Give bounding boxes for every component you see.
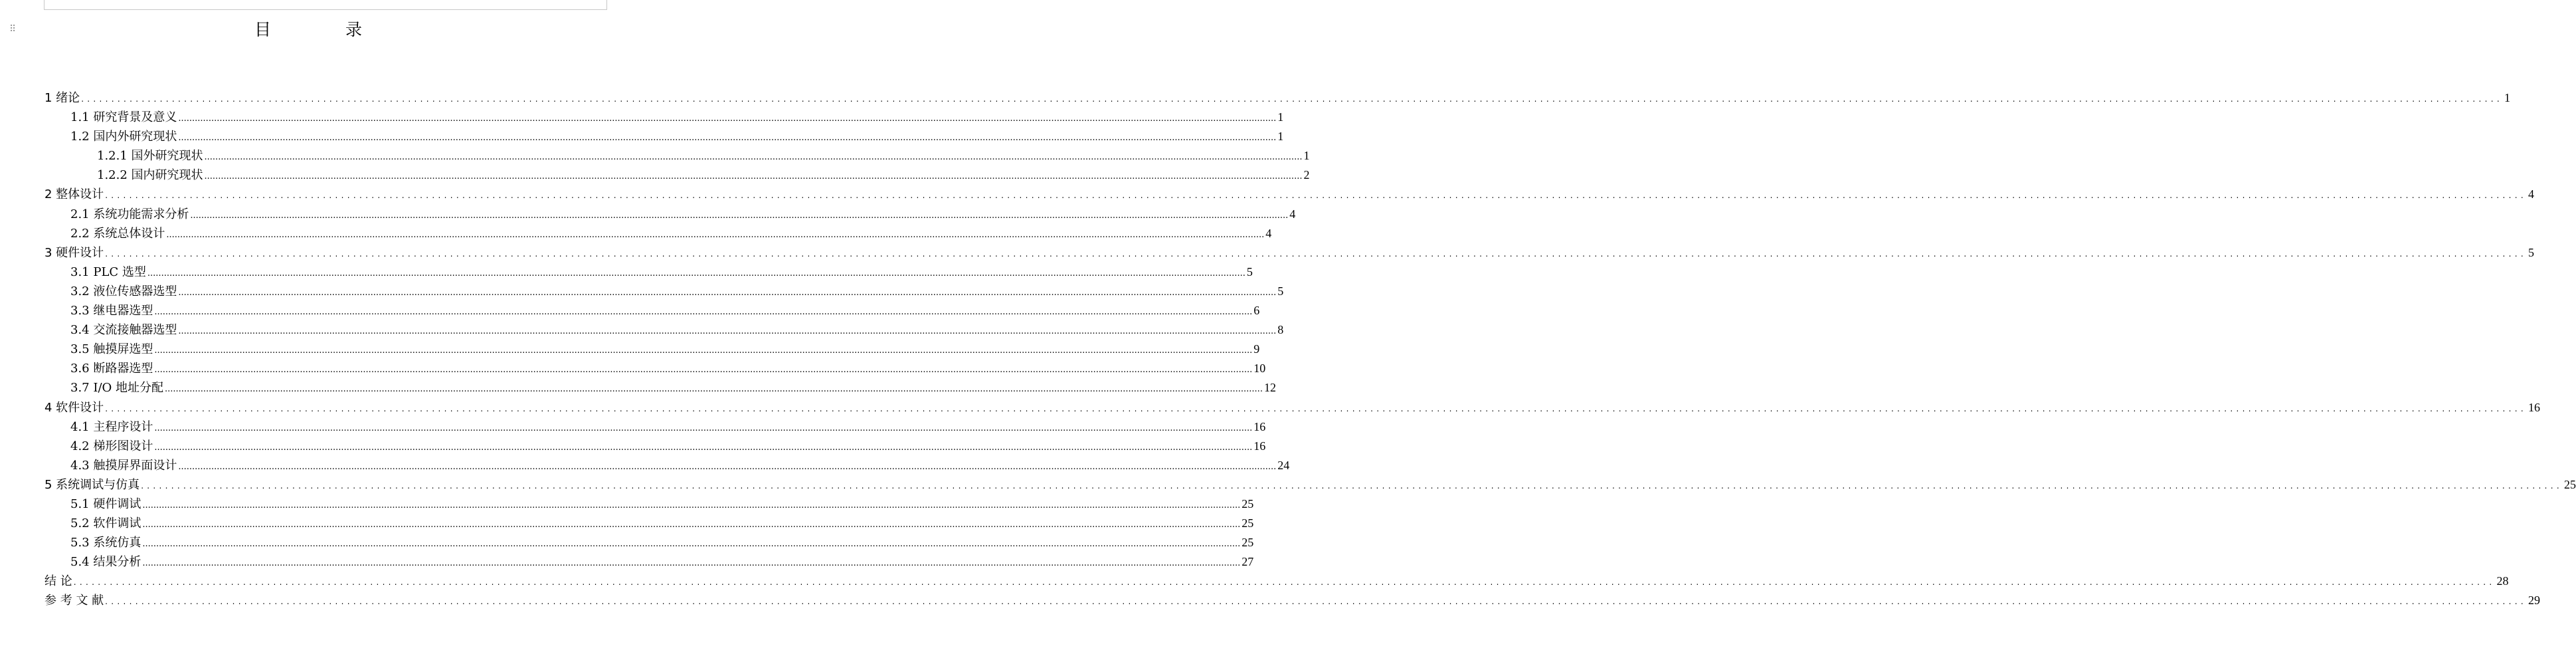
dot-leader: ................................................................................................................................................................................................................................................................................................................................................................................................................ <box>142 558 1241 569</box>
dot-leader: ................................................................................................................................................................................................................................................................................................................................................................................................................ <box>154 346 1253 356</box>
dot-leader: ................................................................................................................................................................................................................................................................................................................................................................................................................ <box>154 442 1253 453</box>
dot-leader: ................................................................................................................................................................................................................................................................................................................................................................................................................ <box>165 384 1263 395</box>
toc-entry-label: 1.2 国内外研究现状 <box>70 130 177 144</box>
dot-leader: ................................................................................................................................................................................................................................................................................................................................................................................................................ <box>142 539 1241 550</box>
table-of-contents <box>45 88 2576 611</box>
toc-page-number: 2 <box>1303 168 1310 182</box>
toc-entry[interactable] <box>45 552 1254 572</box>
toc-entry[interactable] <box>45 282 1284 301</box>
toc-entry-label: 参 考 文 献 <box>45 594 104 608</box>
dot-leader: ................................................................................................................................................................................................................................................................................................................................................................................................................ <box>190 210 1289 221</box>
toc-entry-label: 1.1 研究背景及意义 <box>70 110 177 125</box>
toc-page-number: 1 <box>1303 149 1310 163</box>
toc-page-number: 28 <box>2496 574 2509 588</box>
toc-page-number: 4 <box>2528 187 2534 201</box>
toc-entry-label: 4.1 主程序设计 <box>70 419 153 434</box>
toc-page-number: 9 <box>1253 342 1260 356</box>
dot-leader: ................................................................................................................................................................................................................................................................................................................................................................................................................ <box>142 500 1241 510</box>
toc-entry[interactable] <box>45 263 1253 282</box>
toc-page-number: 1 <box>1277 110 1284 124</box>
toc-page-number: 25 <box>1242 497 1254 510</box>
toc-entry-label: 结 论 <box>45 574 72 589</box>
toc-page-number: 25 <box>1242 536 1254 550</box>
toc-entry-label: 3.4 交流接触器选型 <box>70 323 177 338</box>
toc-page-number: 16 <box>1253 439 1266 453</box>
toc-entry[interactable] <box>45 533 1254 552</box>
dot-leader: ................................................................................................................................................................................................................................................................................................................................................................................................................ <box>147 268 1245 278</box>
toc-page-number: 12 <box>1263 381 1276 395</box>
toc-page-number: 16 <box>1253 419 1266 433</box>
dot-leader: ................................................................................................................................................................................................................................................................................................................................................................................................................ <box>105 597 2527 607</box>
toc-entry-label: 3.6 断路器选型 <box>70 362 153 376</box>
dot-leader: ................................................................................................................................................................................................................................................................................................................................................................................................................ <box>105 403 2527 413</box>
toc-page-number: 5 <box>1246 265 1253 278</box>
toc-page-number: 29 <box>2528 594 2540 608</box>
toc-page-number: 5 <box>2528 245 2534 259</box>
dot-leader: ................................................................................................................................................................................................................................................................................................................................................................................................................ <box>105 249 2527 259</box>
toc-page-number: 24 <box>1277 458 1290 472</box>
toc-page-number: 25 <box>1242 516 1254 530</box>
dot-leader: ................................................................................................................................................................................................................................................................................................................................................................................................................ <box>154 423 1253 433</box>
toc-entry[interactable] <box>45 224 1272 243</box>
dot-leader: ................................................................................................................................................................................................................................................................................................................................................................................................................ <box>178 133 1277 144</box>
toc-entry[interactable] <box>45 88 2510 108</box>
toc-entry-label: 5.2 软件调试 <box>70 516 141 531</box>
dot-leader: ................................................................................................................................................................................................................................................................................................................................................................................................................ <box>178 326 1277 337</box>
toc-entry[interactable] <box>45 205 1296 224</box>
toc-entry-label: 2 整体设计 <box>45 187 104 202</box>
toc-entry[interactable] <box>45 417 1266 437</box>
toc-entry-label: 4.2 梯形图设计 <box>70 439 153 453</box>
toc-entry[interactable] <box>45 127 1284 146</box>
toc-entry[interactable] <box>45 437 1266 456</box>
toc-entry[interactable] <box>45 495 1254 514</box>
dot-leader: ................................................................................................................................................................................................................................................................................................................................................................................................................ <box>141 481 2563 491</box>
dot-leader: ................................................................................................................................................................................................................................................................................................................................................................................................................ <box>178 114 1277 124</box>
dot-leader: ................................................................................................................................................................................................................................................................................................................................................................................................................ <box>142 520 1241 530</box>
toc-entry[interactable] <box>45 378 1276 397</box>
toc-entry-label: 4 软件设计 <box>45 400 104 415</box>
toc-entry-label: 2.1 系统功能需求分析 <box>70 207 189 221</box>
dot-leader: ................................................................................................................................................................................................................................................................................................................................................................................................................ <box>81 94 2503 104</box>
toc-entry-label: 5.1 硬件调试 <box>70 497 141 511</box>
toc-entry-label: 4.3 触摸屏界面设计 <box>70 458 177 473</box>
dot-leader: ................................................................................................................................................................................................................................................................................................................................................................................................................ <box>178 461 1277 472</box>
toc-entry-label: 3.2 液位传感器选型 <box>70 284 177 298</box>
toc-page-number: 8 <box>1277 323 1284 337</box>
dot-leader: ................................................................................................................................................................................................................................................................................................................................................................................................................ <box>154 307 1253 318</box>
toc-page-number: 1 <box>2504 91 2510 104</box>
toc-entry-label: 5 系统调试与仿真 <box>45 477 140 492</box>
toc-entry[interactable] <box>45 108 1284 127</box>
toc-entry-label: 3.3 继电器选型 <box>70 304 153 318</box>
toc-entry-label: 3.1 PLC 选型 <box>70 265 146 279</box>
dot-leader: ................................................................................................................................................................................................................................................................................................................................................................................................................ <box>166 229 1265 240</box>
previous-page-bottom-edge <box>44 0 607 10</box>
toc-page-number: 6 <box>1253 304 1260 318</box>
toc-page-number: 4 <box>1265 226 1272 240</box>
toc-entry-label: 3.7 I/O 地址分配 <box>70 381 164 395</box>
toc-title: 目 录 <box>254 20 397 39</box>
toc-entry[interactable] <box>45 456 1290 475</box>
dot-leader: ................................................................................................................................................................................................................................................................................................................................................................................................................ <box>178 287 1277 298</box>
dot-leader: ................................................................................................................................................................................................................................................................................................................................................................................................................ <box>154 365 1253 376</box>
toc-entry-label: 1.2.2 国内研究现状 <box>97 168 203 183</box>
toc-page-number: 5 <box>1277 284 1284 298</box>
toc-entry-label: 5.4 结果分析 <box>70 555 141 570</box>
toc-entry[interactable] <box>45 340 1260 359</box>
toc-entry-label: 5.3 系统仿真 <box>70 536 141 550</box>
dot-leader: ................................................................................................................................................................................................................................................................................................................................................................................................................ <box>105 191 2527 201</box>
toc-entry[interactable] <box>45 591 2540 610</box>
toc-entry[interactable] <box>45 301 1260 320</box>
toc-page-number: 1 <box>1277 130 1284 144</box>
toc-entry[interactable] <box>45 320 1284 340</box>
toc-entry[interactable] <box>45 475 2576 495</box>
toc-page-number: 25 <box>2563 477 2576 491</box>
dot-leader: ................................................................................................................................................................................................................................................................................................................................................................................................................ <box>204 171 1303 182</box>
toc-entry[interactable] <box>45 146 1310 166</box>
dot-leader: ................................................................................................................................................................................................................................................................................................................................................................................................................ <box>204 152 1303 163</box>
toc-entry-label: 1.2.1 国外研究现状 <box>97 149 203 164</box>
toc-page-number: 4 <box>1289 207 1296 221</box>
toc-entry-label: 3 硬件设计 <box>45 245 104 260</box>
dot-leader: ................................................................................................................................................................................................................................................................................................................................................................................................................ <box>73 578 2496 588</box>
toc-entry[interactable] <box>45 166 1310 185</box>
toc-page-number: 10 <box>1253 362 1266 376</box>
toc-entry[interactable] <box>45 185 2534 204</box>
toc-entry[interactable] <box>45 572 2509 591</box>
toc-page-number: 27 <box>1242 555 1254 569</box>
toc-entry-label: 1 绪论 <box>45 91 80 105</box>
toc-entry[interactable] <box>45 243 2534 263</box>
toc-entry[interactable] <box>45 359 1266 378</box>
toc-entry-label: 2.2 系统总体设计 <box>70 226 165 241</box>
toc-page-number: 16 <box>2528 400 2540 414</box>
drag-handle-icon[interactable]: ⠿ <box>9 24 17 35</box>
toc-entry[interactable] <box>45 398 2540 417</box>
toc-entry-label: 3.5 触摸屏选型 <box>70 342 153 357</box>
toc-entry[interactable] <box>45 514 1254 533</box>
